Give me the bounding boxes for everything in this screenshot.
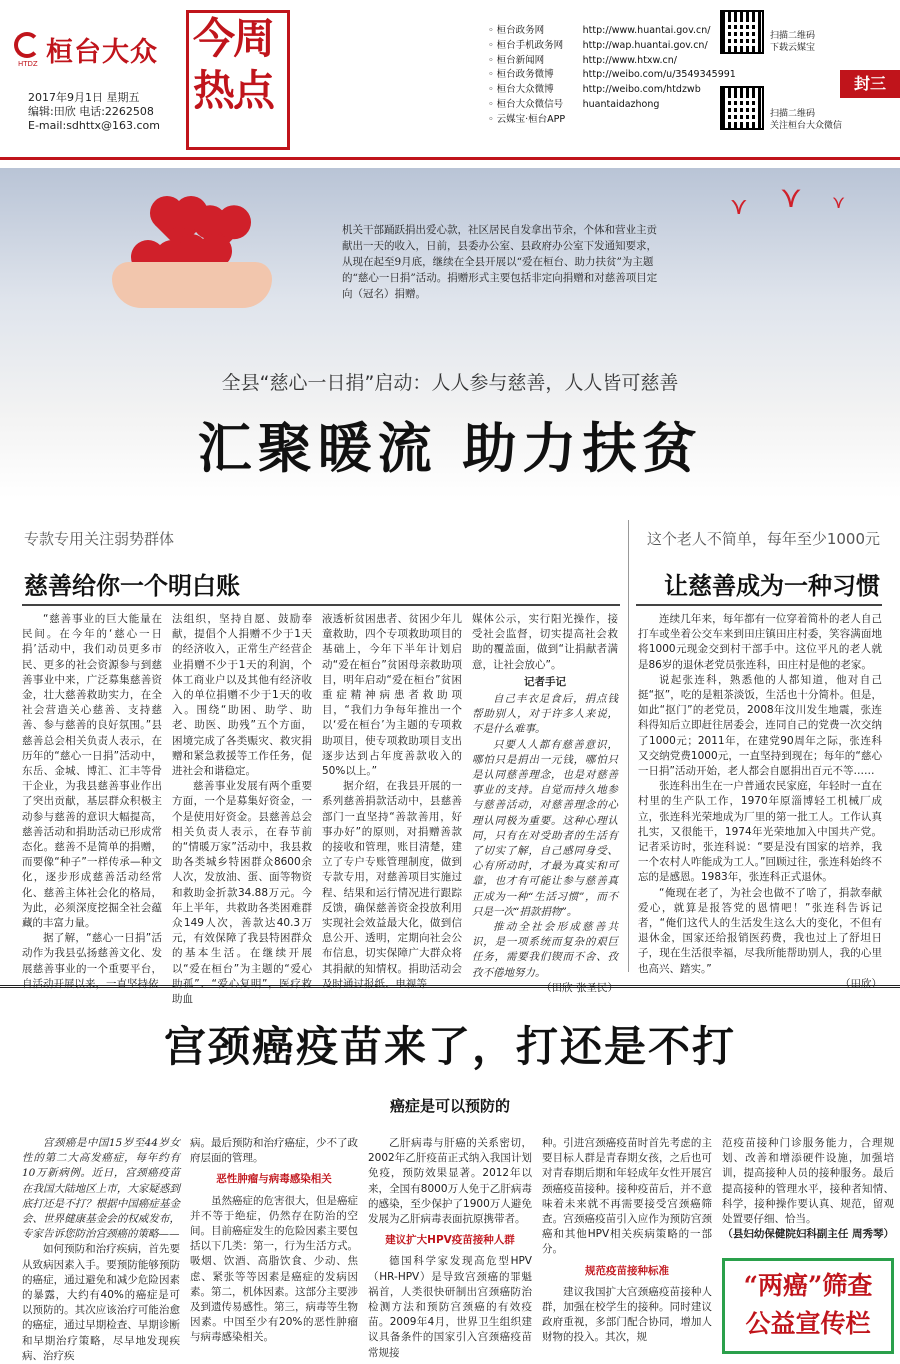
left-col-2: 法组织，坚持自愿、鼓励奉献，提倡个人捐赠不少于1天的经济收入，正常生产经营企业捐赠不少于1天的利润，个体工商业户以及其他有经济收入的单位捐赠不少于1天的收入。围绕“助困、助学、助老、助医、助残”五个方面，困境完成了各类赈灾、救灾捐赠和紧急救援等工作任务，促进社会和谐稳定。 慈善事业发展有两个重要方面，一个是募集好资金，一个是使用好资金。县慈善总会相关负责人表示，在春节前的“情暖万家”活动中，我县救助各类城乡特困群众8600余人次，发放油、蛋、面等物资和救助金折款34.88万元。今年上半年，共救助各类困难群众149人次，善款达40.3万元，有效保障了我县特困群众的基本生活。在继续开展以“爱在桓台”为主题的“爱心助孤”、“爱心复明”，医疗救助血 [172,613,312,1006]
issue-date: 2017年9月1日 星期五 [28,91,140,104]
circle-icon: ◦ [488,69,497,81]
link-item[interactable]: ◦ 桓台政务微博 http://weibo.com/u/3549345991 [488,68,736,83]
logo-sub: HTDZ [18,60,38,68]
byline: （县妇幼保健院妇科副主任 周秀琴） [722,1228,894,1241]
note-title: 记者手记 [524,675,566,688]
circle-icon: ◦ [488,84,497,96]
circle-icon: ◦ [488,39,497,51]
right-kicker: 这个老人不简单，每年至少1000元 [646,530,880,548]
promo-line1: “两癌”筛查 [743,1271,873,1300]
link-item[interactable]: ◦ 桓台新闻网 http://www.htxw.cn/ [488,54,736,69]
section-heading: 规范疫苗接种标准 [585,1264,669,1277]
column-title [186,10,290,150]
left-title: 慈善给你一个明白账 [24,571,240,600]
issue-editor: 编辑:田欣 电话:2262508 [28,105,154,118]
column-title-line2: 热点 [193,66,274,115]
section-heading: 恶性肿瘤与病毒感染相关 [216,1173,332,1186]
link-item[interactable]: ◦ 云媒宝·桓台APP [488,113,736,128]
issue-email: E-mail:sdhttx@163.com [28,119,160,132]
right-title: 让慈善成为一种习惯 [664,571,880,600]
link-item[interactable]: ◦ 桓台政务网 http://www.huantai.gov.cn/ [488,24,736,39]
newspaper-logo: 桓台大众 [46,37,158,68]
issue-meta [28,91,160,133]
byline: （田欣） [840,977,882,990]
bird-icon: ⋎ [832,192,846,213]
link-item[interactable]: ◦ 桓台大众微信号 huantaidazhong [488,98,736,113]
promo-line2: 公益宣传栏 [745,1309,871,1338]
column-title-line1: 今周 [193,14,274,63]
cervical-col-1: 宫颈癌是中国15岁至44岁女性的第二大高发癌症，每年约有10万新病例。近日，宫颈癌疫苗在我国大陆地区上市，大家疑惑到底打还是不打？根据中国癌症基金会、世界健康基金会的权威发布，专家告诉您防治宫颈癌的策略—— 如何预防和治疗疾病，首先要从致病因素入手。要预防能够预防的癌症，通过避免和减少危险因素的暴露，大约有40%的癌症是可以预防的。其次应该治疗可能治愈的癌症，通过早期检查、早期诊断和早期治疗策略，尽早地发现疾病、治疗疾 [22,1137,180,1362]
cervical-col-3: 乙肝病毒与肝癌的关系密切，2002年乙肝疫苗正式纳入我国计划免疫，预防效果显著。2012年以来，全国有8000万人免于乙肝病毒的感染，至少保护了1900万人避免发展为乙肝病毒表面抗原携带者。 建议扩大HPV疫苗接种人群 德国科学家发现高危型HPV（HR-HPV）是导致宫颈癌的罪魁祸首，人类很快研制出宫颈癌防治检测方法和预防宫颈癌的有效疫苗。2009年4月，世界卫生组织建议具备条件的国家引入宫颈癌疫苗常规接 [368,1137,532,1359]
page-label: 封三 [840,70,900,98]
cervical-col-2: 病。最后预防和治疗癌症，少不了政府层面的管理。 恶性肿瘤与病毒感染相关 虽然癌症的危害很大，但是癌症并不等于绝症，仍然存在防治的空间。目前癌症发生的危险因素主要包括以下几类：第一，行为生活方式。吸烟、饮酒、高脂饮食、少动、焦虑、紧张等等因素是癌症的发病因素。第二，机体因素。这部分主要涉及到遗传易感性。第三，病毒等生物因素。中国至少有20%的恶性肿瘤与病毒感染相关。 [190,1137,358,1344]
link-list [488,24,736,128]
hero-subhead: 全县“慈心一日捐”启动：人人参与慈善，人人皆可慈善 [221,372,679,394]
hands-icon [112,262,272,308]
circle-icon: ◦ [488,25,497,36]
hero-headline: 汇聚暖流 助力扶贫 [197,416,703,480]
link-item[interactable]: ◦ 桓台大众微博 http://weibo.com/htdzwb [488,83,736,98]
cervical-col-5: 范疫苗接种门诊服务能力，合理规划、改善和增添硬件设施，加强培训，提高接种人员的接种服务。最后提高接种的管理水平，接种者知情、科学，接种操作要认真、规范，留观处置要仔细、恰当。 （县妇幼保健院妇科副主任 周秀琴） [722,1136,894,1254]
section-heading: 建议扩大HPV疫苗接种人群 [385,1234,515,1247]
cervical-subhead: 癌症是可以预防的 [389,1097,510,1115]
left-col-1: “慈善事业的巨大能量在民间。在今年的‘慈心一日捐’活动中，我们动员更多市民、更多的社会资源参与到慈善事业中来，广泛募集慈善资金，壮大慈善救助实力，在全社会营造关心慈善、支持慈善、参与慈善的良好氛围。”县慈善总会相关负责人表示，在历年的“慈心一日捐”活动中，东岳、金城、博汇、汇丰等骨干企业，为我县慈善事业作出了突出贡献，基层群众积极主动参与慈善的意识大幅提高，慈善活动和捐助活动已形成常态化。慈善不是简单的捐赠，而要像“种子”一样传承—种文化，逐步形成慈善活动经常化、慈善主体社会化的格局，为此，必须深度挖掘全社会蕴藏的丰富力量。 据了解，“慈心一日捐”活动作为我县弘扬慈善文化、发展慈善事业的一个重要平台，自活动开展以来，一直坚持依 [22,613,162,990]
logo-icon [14,32,40,58]
byline: （田欣 张圣民） [541,981,618,994]
title-rule [22,604,620,606]
qr-caption-app: 扫描二维码 下载云媒宝 [770,31,816,53]
cervical-col-4: 种。引进宫颈癌疫苗时首先考虑的主要目标人群是青春期女孩，之后也可对青春期后期和年轻成年女性开展宫颈癌疫苗接种。接种疫苗后，并不意味着未来就不再需要接受宫颈癌筛查。宫颈癌疫苗引入应作为预防宫颈癌和其他HPV相关疾病策略的一部分。 规范疫苗接种标准 建议我国扩大宫颈癌疫苗接种人群，加强在校学生的接种。同时建议政府重视，多部门配合协同，增加人财物的投入。其次，规 [542,1137,712,1344]
left-col-4: 媒体公示，实行阳光操作，接受社会监督，切实提高社会救助的覆盖面，做到“让捐献者满意，让社会放心”。 记者手记 自己丰衣足食后，捐点钱帮助别人，对于许多人来说，不是什么难事。 只要人人都有慈善意识，哪怕只是捐出一元钱，哪怕只是认同慈善理念，也是对慈善事业的支持。自觉而持久地参与慈善活动，对慈善理念的心理认同极为重要。这种心理认同，只有在对受助者的生活有了切实了解，自己感同身受、心有所动时，才最为真实和可靠，也才有可能让参与慈善真正成为一种“生活习惯”，而不只是一次“捐款捐物”。 推动全社会形成慈善共识，是一项系统而复杂的艰巨任务，需要我们锲而不舍、孜孜不倦地努力。 （田欣 张圣民） [472,612,618,970]
qr-code-icon [720,10,764,54]
column-divider [628,520,629,972]
title-rule [636,604,882,606]
bird-icon: ⋎ [730,192,748,220]
left-col-3: 液透析贫困患者、贫困少年儿童救助，四个专项救助项目的基础上，今年下半年计划启动“爱在桓台”贫困母亲救助项目，明年启动“爱在桓台”贫困重症精神病患者救助项目，“我们力争每年推出一个以‘爱在桓台’为主题的专项救助项目，使专项救助项目支出逐步达到占年度善款收入的50%以上。” 据介绍，在我县开展的一系列慈善捐款活动中，县慈善部门一直坚持“善款善用，好事办好”的原则，对捐赠善款的接收和管理，账目清楚，建立了专户专账管理制度，做到专款专用，对慈善项目实施过程、结果和运行情况进行跟踪反馈，确保慈善资金投放利用实现社会效益最大化，做到信息公开、透明，定期向社会公布信息，切实保障广大群众将其捐献的知情权。捐助活动会及时通过报纸、电视等 [322,613,462,990]
link-item[interactable]: ◦ 桓台手机政务网 http://wap.huantai.gov.cn/ [488,39,736,54]
qr-caption-wechat: 扫描二维码 关注桓台大众微信 [770,109,843,131]
bird-icon: ⋎ [780,180,802,215]
left-kicker: 专款专用关注弱势群体 [24,530,175,548]
qr-code-icon [720,86,764,130]
hero-intro: 机关干部踊跃捐出爱心款，社区居民自发拿出节余，个体和营业主贡献出一天的收入，日前，县委办公室、县政府办公室下发通知要求，从现在起至9月底，继续在全县开展以“爱在桓台、助力扶贫”为主题的“慈心一日捐”活动。捐赠形式主要包括非定向捐赠和对慈善项目定向（冠名）捐赠。 [342,224,658,300]
promo-box [722,1258,894,1354]
circle-icon: ◦ [488,98,497,110]
masthead [0,0,900,160]
cervical-headline: 宫颈癌疫苗来了，打还是不打 [163,1022,736,1071]
right-col: 连续几年来，每年都有一位穿着简朴的老人自己打车或坐着公交车来到田庄镇田庄村委，笑容满面地将1000元现金交到村干部手中。这位平凡的老人就是86岁的退休老党员张连科，田庄村是他的老家。 说起张连科，熟悉他的人都知道，他对自己挺“抠”，吃的是粗茶淡饭，生活也十分简朴。但是，如此“抠门”的老党员，2008年汶川发生地震，张连科得知后立即赶往居委会，连同自己的党费一次交纳了1000元；2011年，在建党90周年之际，张连科又交纳党费1000元，一直坚持到现在；每年的“慈心一日捐”活动开始，老人都会自愿捐出百元不等…… 张连科出生在一户普通农民家庭，年轻时一直在村里的生产队工作，1970年原淄博轻工机械厂成立，张连科光荣地成为厂里的第一批工人。工作认真扎实，又很能干，1974年光荣地加入中国共产党。记者采访时，张连科说：“要是没有国家的培养，我一个农村人咋能成为工人。”回顾过往，张连科始终不忘的是感恩。1983年，张连科正式退休。 “俺现在老了，为社会也做不了啥了，捐款奉献爱心，就算是报答党的恩情吧！”张连科告诉记者，“俺们这代人的生活发生这么大的变化，不但有退休金，国家还给报销医药费，我也过上了舒坦日子，现在生活很幸福，尽我所能帮助别人，我的心里也高兴、踏实。” （田欣） [638,612,882,970]
circle-icon: ◦ [488,54,497,66]
circle-icon: ◦ [488,113,497,125]
